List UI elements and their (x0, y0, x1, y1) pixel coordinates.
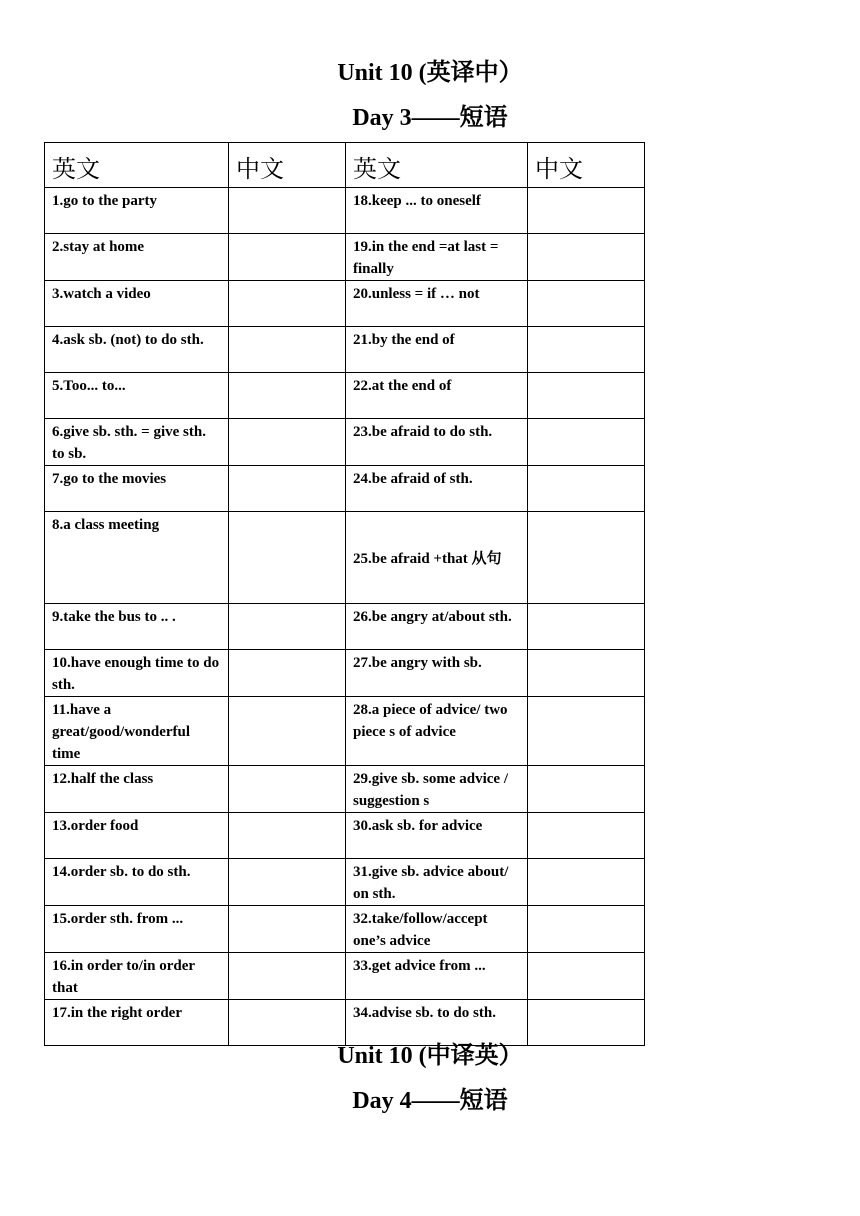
phrase-right: 25.be afraid +that 从句 (346, 512, 528, 604)
phrase-left: 5.Too... to... (45, 373, 229, 419)
header-chinese-1: 中文 (229, 143, 346, 188)
answer-cell-right[interactable] (528, 906, 645, 953)
answer-cell-left[interactable] (229, 953, 346, 1000)
answer-cell-left[interactable] (229, 766, 346, 813)
phrase-right: 27.be angry with sb. (346, 650, 528, 697)
answer-cell-left[interactable] (229, 859, 346, 906)
answer-cell-right[interactable] (528, 327, 645, 373)
phrase-table (44, 142, 645, 1046)
answer-cell-right[interactable] (528, 512, 645, 604)
phrase-right: 31.give sb. advice about/ on sth. (346, 859, 528, 906)
phrase-right: 34.advise sb. to do sth. (346, 1000, 528, 1046)
phrase-right: 26.be angry at/about sth. (346, 604, 528, 650)
unit-title-zh-to-en: Unit 10 (中译英） (337, 1043, 523, 1069)
answer-cell-right[interactable] (528, 813, 645, 859)
phrase-left: 14.order sb. to do sth. (45, 859, 229, 906)
answer-cell-right[interactable] (528, 1000, 645, 1046)
answer-cell-right[interactable] (528, 650, 645, 697)
phrase-left: 16.in order to/in order that (45, 953, 229, 1000)
phrase-left: 3.watch a video (45, 281, 229, 327)
phrase-left: 8.a class meeting (45, 512, 229, 604)
phrase-right: 30.ask sb. for advice (346, 813, 528, 859)
answer-cell-left[interactable] (229, 813, 346, 859)
answer-cell-left[interactable] (229, 281, 346, 327)
answer-cell-left[interactable] (229, 906, 346, 953)
phrase-right: 23.be afraid to do sth. (346, 419, 528, 466)
phrase-right: 28.a piece of advice/ two piece s of advice (346, 697, 528, 766)
table-row (45, 813, 645, 859)
phrase-right: 24.be afraid of sth. (346, 466, 528, 512)
phrase-left: 12.half the class (45, 766, 229, 813)
phrase-left: 9.take the bus to .. . (45, 604, 229, 650)
header-chinese-2: 中文 (528, 143, 645, 188)
answer-cell-left[interactable] (229, 697, 346, 766)
table-row (45, 859, 645, 906)
day-3-subtitle: Day 3——短语 (352, 105, 508, 131)
phrase-left: 4.ask sb. (not) to do sth. (45, 327, 229, 373)
phrase-right: 33.get advice from ... (346, 953, 528, 1000)
answer-cell-right[interactable] (528, 953, 645, 1000)
answer-cell-right[interactable] (528, 281, 645, 327)
phrase-left: 17.in the right order (45, 1000, 229, 1046)
answer-cell-right[interactable] (528, 419, 645, 466)
answer-cell-left[interactable] (229, 234, 346, 281)
phrase-left: 6.give sb. sth. = give sth. to sb. (45, 419, 229, 466)
answer-cell-right[interactable] (528, 234, 645, 281)
table-row (45, 373, 645, 419)
phrase-left: 1.go to the party (45, 188, 229, 234)
answer-cell-left[interactable] (229, 327, 346, 373)
answer-cell-right[interactable] (528, 373, 645, 419)
table-row (45, 512, 645, 604)
table-header-row (45, 143, 645, 188)
phrase-right: 32.take/follow/accept one’s advice (346, 906, 528, 953)
answer-cell-right[interactable] (528, 697, 645, 766)
table-row (45, 419, 645, 466)
phrase-left: 15.order sth. from ... (45, 906, 229, 953)
table-row (45, 234, 645, 281)
table-row (45, 604, 645, 650)
phrase-left: 2.stay at home (45, 234, 229, 281)
phrase-left: 10.have enough time to do sth. (45, 650, 229, 697)
answer-cell-right[interactable] (528, 466, 645, 512)
header-english-2: 英文 (346, 143, 528, 188)
table-row (45, 1000, 645, 1046)
day-4-subtitle: Day 4——短语 (352, 1088, 508, 1114)
table-row (45, 953, 645, 1000)
answer-cell-left[interactable] (229, 650, 346, 697)
table-row (45, 906, 645, 953)
answer-cell-left[interactable] (229, 1000, 346, 1046)
table-row (45, 697, 645, 766)
table-row (45, 188, 645, 234)
table-row (45, 327, 645, 373)
answer-cell-left[interactable] (229, 466, 346, 512)
answer-cell-left[interactable] (229, 188, 346, 234)
unit-title-en-to-zh: Unit 10 (英译中） (337, 60, 523, 86)
answer-cell-right[interactable] (528, 859, 645, 906)
phrase-right: 22.at the end of (346, 373, 528, 419)
phrase-left: 13.order food (45, 813, 229, 859)
phrase-right: 20.unless = if … not (346, 281, 528, 327)
phrase-right: 29.give sb. some advice / suggestion s (346, 766, 528, 813)
table-row (45, 650, 645, 697)
answer-cell-left[interactable] (229, 373, 346, 419)
answer-cell-right[interactable] (528, 766, 645, 813)
answer-cell-right[interactable] (528, 188, 645, 234)
phrase-right: 18.keep ... to oneself (346, 188, 528, 234)
answer-cell-left[interactable] (229, 512, 346, 604)
phrase-right: 21.by the end of (346, 327, 528, 373)
phrase-left: 7.go to the movies (45, 466, 229, 512)
header-english-1: 英文 (45, 143, 229, 188)
table-row (45, 766, 645, 813)
phrase-left: 11.have a great/good/wonderful time (45, 697, 229, 766)
table-row (45, 466, 645, 512)
answer-cell-left[interactable] (229, 604, 346, 650)
answer-cell-right[interactable] (528, 604, 645, 650)
phrase-right: 19.in the end =at last = finally (346, 234, 528, 281)
table-row (45, 281, 645, 327)
answer-cell-left[interactable] (229, 419, 346, 466)
